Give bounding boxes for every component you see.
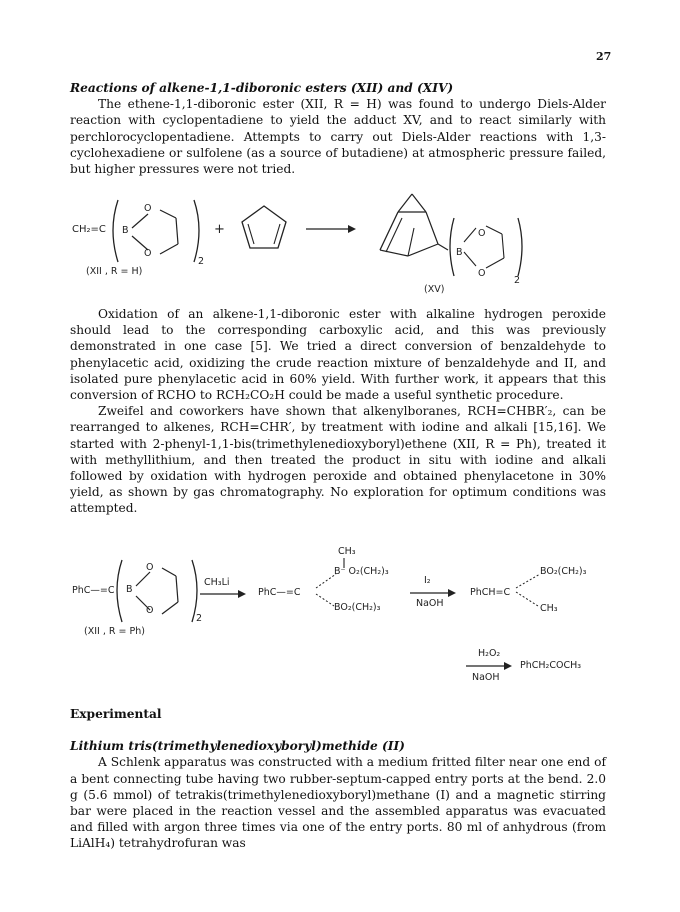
plus-sign: +	[214, 222, 225, 237]
cyclopentadiene-structure	[236, 200, 292, 256]
intermediate-alkyne: PhC—=C	[258, 587, 301, 598]
experimental-heading: Experimental	[70, 707, 162, 721]
alkene-product-top: BO₂(CH₂)₃	[540, 566, 587, 577]
section-reactions	[70, 80, 606, 177]
paragraph-oxidation: Oxidation of an alkene-1,1-diboronic ester with alkaline hydrogen peroxide should lead to the corresponding carboxylic acid, and this was previously demonstrated in one case [5]. We tried a direct conversion of benzaldehyde to phenylacetic acid, oxidizing the crude reaction mixture of benzaldehyde and II, and isolated pure phenylacetic acid in 60% yield. With further work, it appears that this conversion of RCHO to RCH₂CO₂H could be made a useful synthetic procedure.	[70, 307, 606, 403]
ring-oxygen-bottom: O	[144, 248, 152, 259]
paragraph-zweifel: Zweifel and coworkers have shown that alkenylboranes, RCH=CHBR′₂, can be rearranged to alkenes, RCH=CHR′, by treatment with iodine and alkali [15,16]. We started with 2-phenyl-1,1-bis(trimethylenedioxyboryl)ethene (XII, R = Ph), treated it with methyllithium, and then treated the product in situ with iodine and alkali followed by oxidation with hydrogen peroxide and obtained phenylacetone in 30% yield, as shown by gas chromatography. No exploration for optimum conditions was attempted.	[70, 404, 606, 516]
intermediate-ch3: CH₃	[338, 546, 356, 557]
ring-oxygen-top: O	[144, 203, 152, 214]
reactant-label-xii: (XII , R = H)	[86, 266, 143, 277]
reagent-naoh-1: NaOH	[416, 598, 444, 609]
boronate-lower: BO₂(CH₂)₃	[334, 602, 381, 613]
alkene-product: PhCH=C	[470, 587, 511, 598]
ring2-boron: B	[126, 584, 133, 595]
adduct-ring-boron: B	[456, 247, 463, 258]
ring-subscript: 2	[198, 256, 205, 267]
reaction-arrow-1	[306, 224, 356, 234]
section-experimental	[70, 706, 606, 852]
page-number: 27	[596, 50, 612, 63]
ring2-oxygen-top: O	[146, 562, 154, 573]
alkene-product-bottom: CH₃	[540, 603, 558, 614]
section-oxidation	[70, 306, 606, 517]
adduct-subscript: 2	[514, 275, 521, 286]
start-alkyne: PhC—=C	[72, 585, 115, 596]
reagent-methyllithium: CH₃Li	[204, 577, 230, 588]
product-label-xv: (XV)	[424, 284, 445, 295]
ring2-subscript: 2	[196, 613, 203, 624]
norbornene-adduct-structure	[368, 188, 528, 280]
reaction-arrow-2	[200, 589, 246, 599]
reaction-arrow-3	[410, 588, 456, 598]
experimental-subheading: Lithium tris(trimethylenedioxyboryl)methide (II)	[70, 739, 405, 754]
start-label-xii: (XII , R = Ph)	[84, 626, 145, 637]
boronate-anion: B⁻ O₂(CH₂)₃	[334, 566, 389, 577]
reagent-iodine: I₂	[424, 575, 431, 586]
reagent-naoh-2: NaOH	[472, 672, 500, 683]
final-product-phenylacetone: PhCH₂COCH₃	[520, 660, 582, 671]
reactant-prefix: CH₂=C	[72, 224, 106, 235]
reaction-arrow-4	[466, 661, 512, 671]
paragraph-schlenk: A Schlenk apparatus was constructed with a medium fritted filter near one end of a bent connecting tube having two rubber-septum-capped entry ports at the bend. 2.0 g (5.6 mmol) of tetrakis(trimethylenedioxyboryl)methane (I) and a magnetic stirring bar were placed in the reaction vessel and the assembled apparatus was evacuated and filled with argon three times via one of the entry ports. 80 ml of anhydrous (from LiAlH₄) tetrahydrofuran was	[70, 755, 606, 851]
ring2-oxygen-bottom: O	[146, 605, 154, 616]
section-heading: Reactions of alkene-1,1-diboronic esters (XII) and (XIV)	[70, 81, 454, 95]
adduct-ring-oxygen-top: O	[478, 228, 486, 239]
reagent-peroxide: H₂O₂	[478, 648, 501, 659]
paragraph-diels-alder: The ethene-1,1-diboronic ester (XII, R = H) was found to undergo Diels-Alder reaction with cyclopentadiene to yield the adduct XV, and to react similarly with perchlorocyclopentadiene. Attempts to carry out Diels-Alder reactions with 1,3-cyclohexadiene or sulfolene (as a source of butadiene) at atmospheric pressure failed, but higher pressures were not tried.	[70, 97, 606, 177]
ring-boron: B	[122, 225, 129, 236]
adduct-ring-oxygen-bottom: O	[478, 268, 486, 279]
